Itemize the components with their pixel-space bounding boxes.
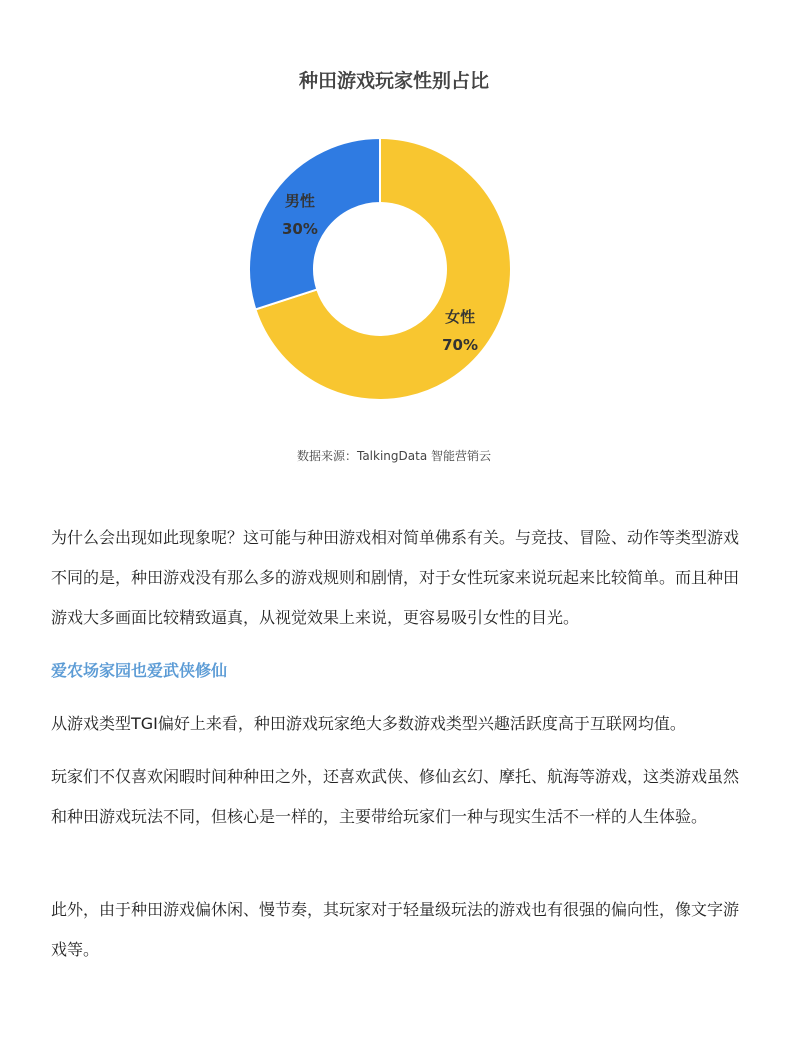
article-paragraph-2: 从游戏类型TGI偏好上来看，种田游戏玩家绝大多数游戏类型兴趣活跃度高于互联网均值。: [51, 714, 686, 733]
article-paragraph-3: 玩家们不仅喜欢闲暇时间种种田之外，还喜欢武侠、修仙玄幻、摩托、航海等游戏，这类游戏虽然和种田游戏玩法不同，但核心是一样的，主要带给玩家们一种与现实生活不一样的人生体验。: [51, 767, 740, 826]
donut-chart: [0, 0, 788, 440]
article-paragraph-4: 此外，由于种田游戏偏休闲、慢节奏，其玩家对于轻量级玩法的游戏也有很强的偏向性，像文字游戏等。: [51, 900, 740, 959]
chart-title: 种田游戏玩家性别占比: [298, 70, 489, 92]
slice-label-value: 70%: [442, 336, 479, 355]
slice-label-name: 男性: [284, 191, 315, 210]
section-heading: 爱农场家园也爱武侠修仙: [51, 661, 228, 680]
slice-label-name: 女性: [445, 308, 476, 327]
donut-chart-svg: [0, 0, 788, 440]
article-paragraph-1: 为什么会出现如此现象呢？这可能与种田游戏相对简单佛系有关。与竞技、冒险、动作等类型游戏不同的是，种田游戏没有那么多的游戏规则和剧情，对于女性玩家来说玩起来比较简单。而且种田游戏大多画面比较精致逼真，从视觉效果上来说，更容易吸引女性的目光。: [51, 528, 740, 627]
data-source-note: 数据来源：TalkingData 智能营销云: [296, 449, 491, 463]
slice-label-value: 30%: [281, 219, 318, 238]
